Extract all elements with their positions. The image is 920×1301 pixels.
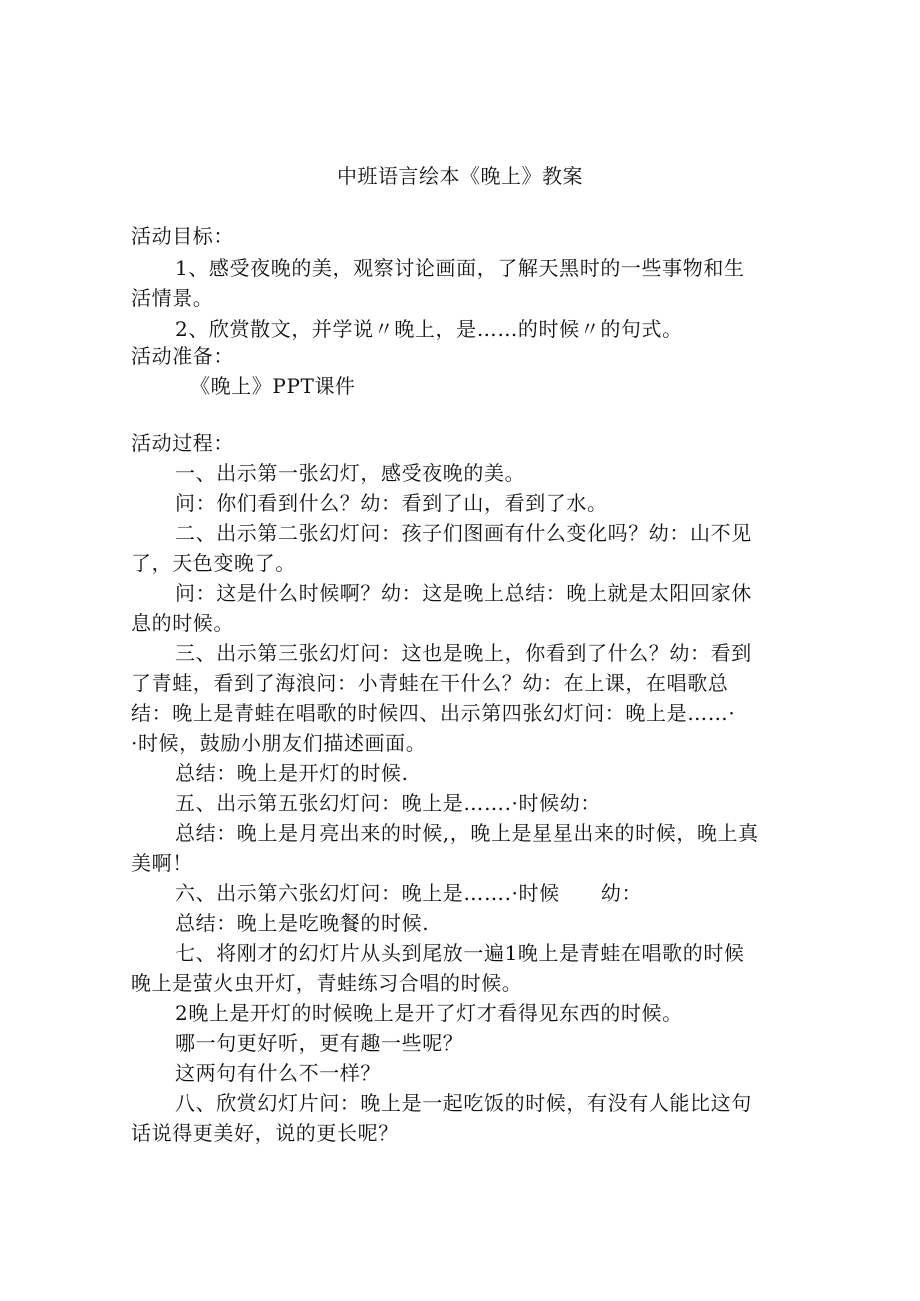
- paragraph-line: 2晚上是开灯的时候晚上是开了灯才看得见东西的时候。: [175, 1001, 683, 1025]
- paragraph-line: 八、欣赏幻灯片问：晚上是一起吃饭的时候，有没有人能比这句: [175, 1091, 752, 1115]
- paragraph-line: 问：这是什么时候啊？幼：这是晚上总结：晚上就是太阳回家休: [175, 581, 752, 605]
- paragraph-line: 一、出示第一张幻灯，感受夜晚的美。: [175, 461, 526, 485]
- paragraph-line: 五、出示第五张幻灯问：晚上是…….·时候幼：: [175, 791, 601, 815]
- paragraph-line: ·时候，鼓励小朋友们描述画面。: [131, 731, 427, 755]
- paragraph-line: 六、出示第六张幻灯问：晚上是…….·时候 幼：: [175, 881, 643, 905]
- paragraph-line: 了青蛙，看到了海浪问：小青蛙在干什么？幼：在上课，在唱歌总: [131, 671, 729, 695]
- paragraph-line: 活情景。: [131, 286, 214, 310]
- paragraph-line: 美啊！: [131, 851, 193, 875]
- paragraph-line: 哪一句更好听，更有趣一些呢？: [175, 1031, 464, 1055]
- heading-activity-preparation: 活动准备：: [131, 344, 234, 368]
- paragraph-line: 息的时候。: [131, 611, 234, 635]
- paragraph-line: 这两句有什么不一样？: [175, 1061, 381, 1085]
- paragraph-line: 二、出示第二张幻灯问：孩子们图画有什么变化吗？幼：山不见: [175, 521, 752, 545]
- paragraph-line: 《晚上》PPT课件: [190, 374, 356, 398]
- document-title: 中班语言绘本《晚上》教案: [337, 164, 583, 188]
- heading-activity-process: 活动过程：: [131, 431, 234, 455]
- paragraph-line: 话说得更美好，说的更长呢？: [131, 1121, 399, 1145]
- paragraph-line: 问：你们看到什么？幼：看到了山，看到了水。: [175, 491, 608, 515]
- paragraph-line: 三、出示第三张幻灯问：这也是晚上，你看到了什么？幼：看到: [175, 641, 752, 665]
- paragraph-line: 总结：晚上是月亮出来的时候,，晚上是星星出来的时候，晚上真: [175, 821, 759, 845]
- paragraph-line: 晚上是萤火虫开灯，青蛙练习合唱的时候。: [131, 971, 523, 995]
- paragraph-line: 了，天色变晚了。: [131, 551, 296, 575]
- paragraph-line: 总结：晚上是吃晚餐的时候.: [175, 911, 430, 935]
- paragraph-line: 七、将刚才的幻灯片从头到尾放一遍1晚上是青蛙在唱歌的时候: [175, 941, 745, 965]
- paragraph-line: 2、欣赏散文，并学说〃晚上，是……的时候〃的句式。: [175, 317, 683, 341]
- paragraph-line: 1、感受夜晚的美，观察讨论画面，了解天黑时的一些事物和生: [175, 256, 745, 280]
- paragraph-line: 结：晚上是青蛙在唱歌的时候四、出示第四张幻灯问：晚上是……·: [131, 701, 736, 725]
- paragraph-line: 总结：晚上是开灯的时候.: [175, 761, 409, 785]
- heading-activity-goals: 活动目标：: [131, 224, 234, 248]
